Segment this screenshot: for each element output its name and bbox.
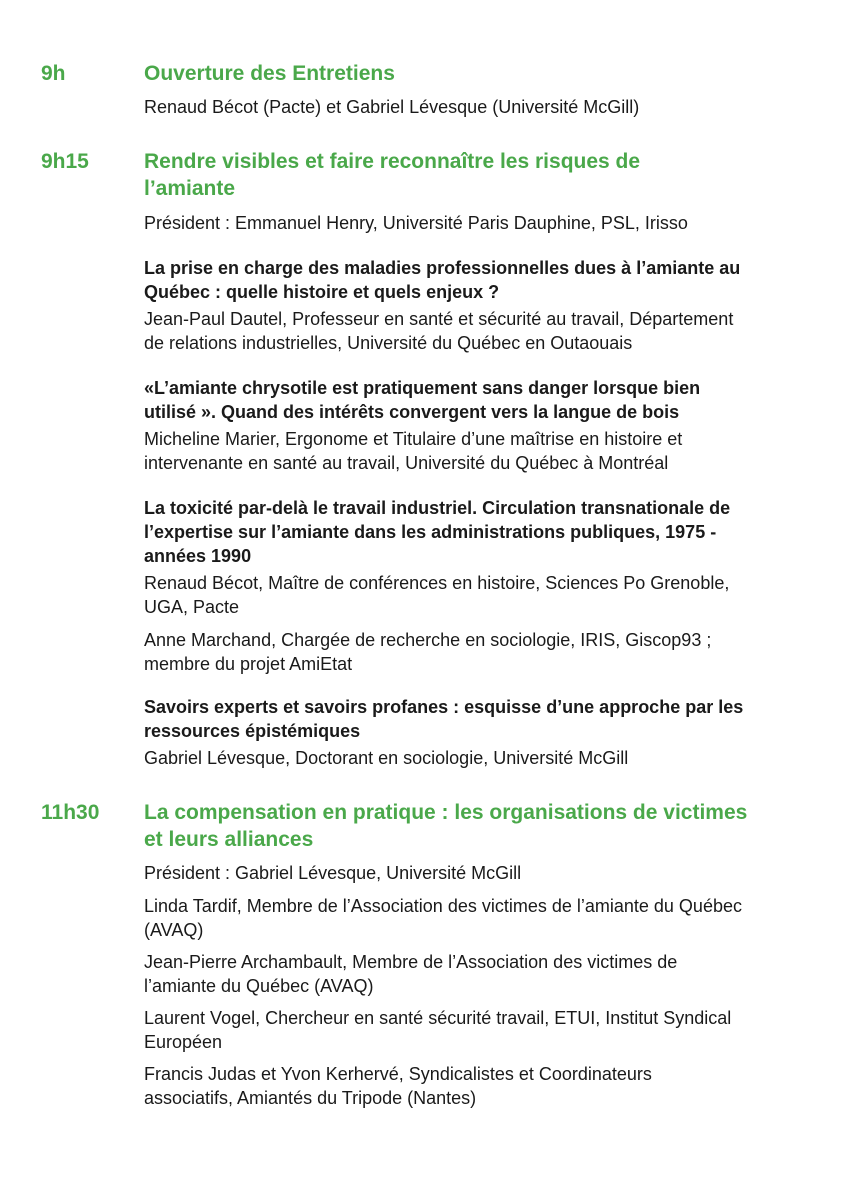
talk-title: «L’amiante chrysotile est pratiquement sans danger lorsque bien <box>144 378 701 398</box>
session-time: 9h15 <box>41 150 89 173</box>
talk-title: La toxicité par-delà le travail industriel. Circulation transnationale de <box>144 498 731 518</box>
talk-author: Renaud Bécot, Maître de conférences en histoire, Sciences Po Grenoble, <box>144 573 730 593</box>
talk-title-line2: Québec : quelle histoire et quels enjeux ? <box>144 282 500 302</box>
talk-coauthor-line2: membre du projet AmiEtat <box>144 654 353 674</box>
speakers: Renaud Bécot (Pacte) et Gabriel Lévesque (Université McGill) <box>144 97 640 117</box>
talk-author: Jean-Paul Dautel, Professeur en santé et sécurité au travail, Département <box>144 309 734 329</box>
participant-line2: (AVAQ) <box>144 920 204 940</box>
session-president: Président : Emmanuel Henry, Université Paris Dauphine, PSL, Irisso <box>144 213 688 233</box>
talk-title-line3: années 1990 <box>144 546 252 566</box>
participant-line2: associatifs, Amiantés du Tripode (Nantes) <box>144 1088 477 1108</box>
session-title: Rendre visibles et faire reconnaître les risques de <box>144 150 641 173</box>
participant: Jean-Pierre Archambault, Membre de l’Association des victimes de <box>144 952 678 972</box>
participant-line2: l’amiante du Québec (AVAQ) <box>144 976 374 996</box>
talk-coauthor: Anne Marchand, Chargée de recherche en sociologie, IRIS, Giscop93 ; <box>144 630 712 650</box>
talk-author-line2: de relations industrielles, Université du Québec en Outaouais <box>144 333 633 353</box>
session-title-line2: et leurs alliances <box>144 828 314 851</box>
talk-author: Micheline Marier, Ergonome et Titulaire d’une maîtrise en histoire et <box>144 429 683 449</box>
talk-title: Savoirs experts et savoirs profanes : esquisse d’une approche par les <box>144 697 744 717</box>
participant: Francis Judas et Yvon Kerhervé, Syndicalistes et Coordinateurs <box>144 1064 652 1084</box>
session-title-line2: l’amiante <box>144 177 236 200</box>
session-title: La compensation en pratique : les organisations de victimes <box>144 801 748 824</box>
talk-author-line2: UGA, Pacte <box>144 597 240 617</box>
participant-line2: Européen <box>144 1032 223 1052</box>
talk-title-line2: utilisé ». Quand des intérêts convergent vers la langue de bois <box>144 402 680 422</box>
talk-title-line2: ressources épistémiques <box>144 721 361 741</box>
talk-author: Gabriel Lévesque, Doctorant en sociologie, Université McGill <box>144 748 629 768</box>
session-president: Président : Gabriel Lévesque, Université McGill <box>144 863 522 883</box>
talk-author-line2: intervenante en santé au travail, Université du Québec à Montréal <box>144 453 669 473</box>
session-time: 11h30 <box>41 801 100 824</box>
talk-title: La prise en charge des maladies professionnelles dues à l’amiante au <box>144 258 741 278</box>
participant: Laurent Vogel, Chercheur en santé sécurité travail, ETUI, Institut Syndical <box>144 1008 732 1028</box>
session-title: Ouverture des Entretiens <box>144 62 395 85</box>
session-time: 9h <box>41 62 66 85</box>
talk-title-line2: l’expertise sur l’amiante dans les administrations publiques, 1975 - <box>144 522 717 542</box>
participant: Linda Tardif, Membre de l’Association des victimes de l’amiante du Québec <box>144 896 742 916</box>
